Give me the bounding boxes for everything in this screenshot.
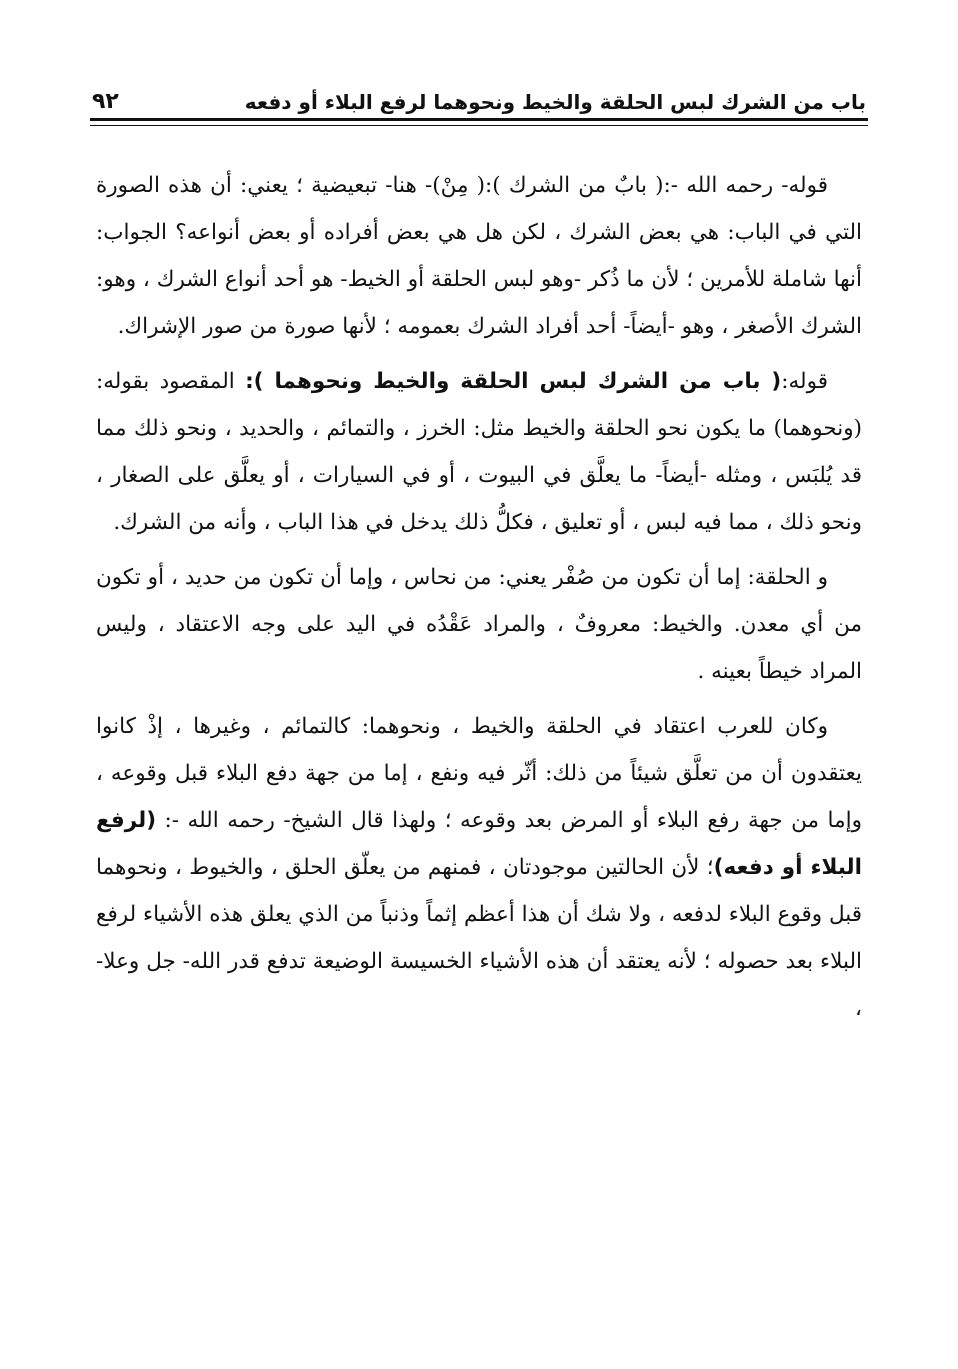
paragraph-2-text: المقصود بقوله: (ونحوهما) ما يكون نحو الحلقة والخيط مثل: الخرز ، والتمائم ، والحديد ، ونحو ذلك مما قد يُلبَس ، ومثله -أيضاً- ما يعلَّق في البيوت ، أو في السيارات ، أو يعلَّق على الصغار ، ونحو ذلك ، مما فيه لبس ، أو تعليق ، فكلُّ ذلك يدخل في هذا الباب ، وأنه من الشرك. [96, 369, 862, 535]
body-text [96, 162, 862, 1040]
paragraph-4 [96, 703, 862, 1032]
paragraph-4-lead: وكان للعرب اعتقاد في الحلقة والخيط ، ونحوهما: كالتمائم ، وغيرها ، إذْ كانوا يعتقدون أن من تعلَّق شيئاً من ذلك: أثّر فيه ونفع ، إما من جهة دفع البلاء قبل وقوعه ، وإما من جهة رفع البلاء أو المرض بعد وقوعه ؛ ولهذا قال الشيخ- رحمه الله -: [96, 714, 862, 833]
paragraph-2 [96, 358, 862, 546]
page-number: ٩٢ [92, 89, 119, 114]
header-rule-thin [90, 125, 868, 126]
paragraph-4-quote: (لرفع البلاء أو دفعه) [96, 808, 862, 880]
chapter-title: باب من الشرك لبس الحلقة والخيط ونحوهما لرفع البلاء أو دفعه [244, 90, 866, 114]
paragraph-2-heading-quote: ( باب من الشرك لبس الحلقة والخيط ونحوهما ): [245, 369, 782, 394]
header-rule-thick [90, 118, 868, 121]
paragraph-3 [96, 554, 862, 695]
paragraph-3-text: و الحلقة: إما أن تكون من صُفْر يعني: من نحاس ، وإما أن تكون من حديد ، أو تكون من أي معدن. والخيط: معروفٌ ، والمراد عَقْدُه في اليد على وجه الاعتقاد ، وليس المراد خيطاً بعينه . [96, 565, 862, 684]
paragraph-2-lead: قوله: [781, 369, 828, 394]
paragraph-1 [96, 162, 862, 350]
paragraph-4-text: ؛ لأن الحالتين موجودتان ، فمنهم من يعلّق الحلق ، والخيوط ، ونحوهما قبل وقوع البلاء لدفعه ، ولا شك أن هذا أعظم إثماً وذنباً من الذي يعلق هذه الأشياء لرفع البلاء بعد حصوله ؛ لأنه يعتقد أن هذه الأشياء الخسيسة الوضيعة تدفع قدر الله- جل وعلا- ، [96, 855, 862, 1021]
paragraph-1-text: قوله- رحمه الله -:( بابٌ من الشرك ):( مِنْ)- هنا- تبعيضية ؛ يعني: أن هذه الصورة التي في الباب: هي بعض الشرك ، لكن هل هي بعض أفراده أو بعض أنواعه؟ الجواب: أنها شاملة للأمرين ؛ لأن ما ذُكر -وهو لبس الحلقة أو الخيط- هو أحد أنواع الشرك ، وهو: الشرك الأصغر ، وهو -أيضاً- أحد أفراد الشرك بعمومه ؛ لأنها صورة من صور الإشراك. [96, 173, 862, 339]
running-header [92, 80, 866, 114]
